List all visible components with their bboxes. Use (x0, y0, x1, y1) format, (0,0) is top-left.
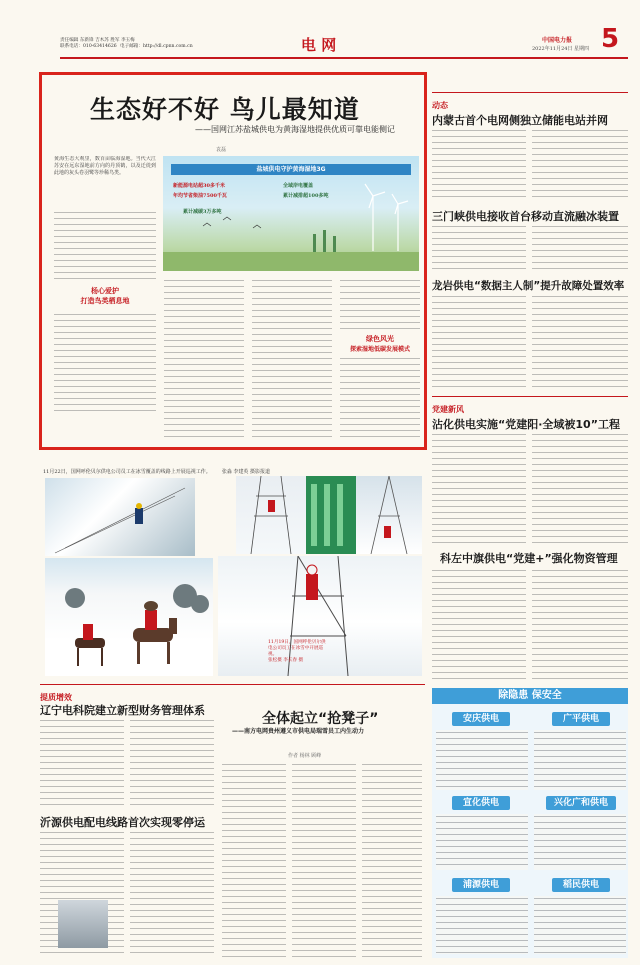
lead-body-lines-b (54, 312, 156, 414)
safety-banner: 除隐患 保安全 (432, 688, 628, 704)
box-xinghua-text (534, 814, 626, 870)
box-guangping: 广平供电 (552, 712, 610, 726)
infographic-title: 盐城供电守护黄海湿地3G (171, 164, 411, 175)
tisheng-article1-col2 (130, 718, 214, 808)
box-xuanhua: 宣化供电 (452, 796, 510, 810)
dongtai-article1-col2 (532, 128, 628, 202)
tisheng-article2-col2 (130, 830, 214, 956)
dongtai-article3-col2 (532, 294, 628, 388)
dangjian-article2-col1 (432, 568, 526, 680)
lead-sub-title-3: 绿色风光 (366, 335, 394, 343)
lead-sub-title-1: 杨心爱护 (91, 287, 119, 295)
box-xinghua: 兴化广和供电 (546, 796, 616, 810)
tisheng-article1-title: 辽宁电科院建立新型财务管理体系 (40, 704, 205, 717)
box-daomin: 稻民供电 (552, 878, 610, 892)
lead-infographic (163, 156, 419, 271)
main-bottom-col2 (292, 762, 356, 958)
main-bottom-headline: 全体起立“抢凳子” (262, 711, 379, 727)
photo-tower-worker (236, 476, 306, 554)
lead-sub-title-2: 打造鸟类栖息地 (80, 297, 130, 305)
lead-column-3 (252, 278, 332, 438)
infographic-line-3: 全域岸电覆盖 (283, 183, 314, 189)
infographic-line-2: 年均节省柴油7500千瓦 (173, 193, 227, 199)
email-line: 电子邮箱：http://dl.cpnn.com.cn (120, 44, 193, 49)
dongtai-article2-title: 三门峡供电接收首台移动直流融冰装置 (432, 210, 619, 223)
photo-insulator-green (306, 476, 356, 554)
lead-body-lines-a (54, 210, 156, 280)
issue-date: 2022年11月24日 星期四 (532, 46, 590, 52)
tisheng-article1-col1 (40, 718, 124, 808)
dangjian-article2-col2 (532, 568, 628, 680)
lead-column-2 (164, 278, 244, 438)
dongtai-article3-title: 龙岩供电“数据主人制”提升故障处置效率 (432, 280, 625, 292)
lead-subsection (340, 334, 420, 353)
masthead-rule (60, 57, 628, 59)
main-bottom-byline: 作者 杨林 顾峰 (288, 753, 322, 759)
box-anqing: 安庆供电 (452, 712, 510, 726)
main-bottom-subhead: ——南方电网贵州遵义市供电局瑞雪员工内生动力 (232, 728, 365, 735)
lead-column-4b (340, 356, 420, 438)
dongtai-label: 动态 (432, 101, 448, 110)
photo-snow-line-workers (45, 478, 195, 556)
section-title: 电 网 (301, 36, 337, 54)
lead-byline: 袁磊 (216, 147, 227, 153)
dangjian-article1-col1 (432, 432, 526, 544)
dongtai-article2-col2 (532, 224, 628, 272)
infographic-line-1: 新能源电站超30多千米 (173, 183, 225, 189)
infographic-line-4: 累计减排超100多吨 (283, 193, 329, 199)
tisheng-label: 提质增效 (40, 693, 72, 702)
box-puyuan-text (436, 896, 528, 954)
dongtai-article1-title: 内蒙古首个电网侧独立储能电站并网 (432, 114, 608, 127)
main-bottom-col1 (222, 762, 286, 958)
dangjian-article1-title: 沾化供电实施“党建阳·全域被10”工程 (432, 418, 620, 431)
lead-subhead: ——国网江苏盐城供电为黄海湿地提供优质可靠电能侧记 (195, 125, 395, 134)
dongtai-article1-col1 (432, 128, 526, 202)
photo-substation-small (58, 900, 108, 948)
wind-turbines-illustration (163, 156, 419, 271)
dangjian-article2-title: 科左中旗供电“党建+”强化物资管理 (440, 552, 618, 565)
lead-sub-title-4: 探索湿地低碳发展模式 (349, 346, 410, 353)
dongtai-article3-col1 (432, 294, 526, 388)
tisheng-header (40, 684, 425, 704)
dongtai-header (432, 92, 628, 112)
lead-headline: 生态好不好 鸟儿最知道 (90, 95, 360, 124)
dangjian-label: 党建新风 (432, 405, 464, 414)
photo-horse-patrol-snow (45, 558, 213, 676)
lead-column-1 (54, 156, 156, 414)
box-xuanhua-text (436, 814, 528, 870)
box-daomin-text (534, 896, 626, 954)
photo-caption-right: 11月19日，国网呼伦贝尔供电公司员工在冰雪中开展巡视。 张松摄 李长春 摄 (268, 640, 326, 663)
lead-opening: 黄海生态大观里，数百亩临海湿地。当代大江苏安在远东湿地前方向的丹顶鹤，以及迁徙到此地的灰头卷羽鹭等珍稀鸟类。 (54, 156, 156, 176)
editor-line: 责任编辑 东新锋 吉木苏 胜军 李玉梅 (60, 38, 135, 43)
dangjian-header (432, 396, 628, 416)
lead-column-4a (340, 278, 420, 330)
phone-line: 联系电话：010-63414626 (60, 43, 117, 49)
box-puyuan: 浦源供电 (452, 878, 510, 892)
infographic-line-5: 累计减碳3万多吨 (183, 209, 222, 215)
dangjian-article1-col2 (532, 432, 628, 544)
paper-name: 中国电力报 (542, 37, 573, 44)
photo-caption-top: 11月22日，国网呼伦贝尔供电公司员工在冰雪覆盖的线路上开展巡视工作。 张淼 李建英 摄影报道 (43, 469, 271, 475)
dongtai-article2-col1 (432, 224, 526, 272)
page-number: 5 (601, 24, 620, 54)
tisheng-article2-title: 沂源供电配电线路首次实现零停运 (40, 816, 205, 829)
main-bottom-col3 (362, 762, 422, 958)
photo-tower-ice (356, 476, 422, 554)
box-anqing-text (436, 730, 528, 790)
box-guangping-text (534, 730, 626, 790)
